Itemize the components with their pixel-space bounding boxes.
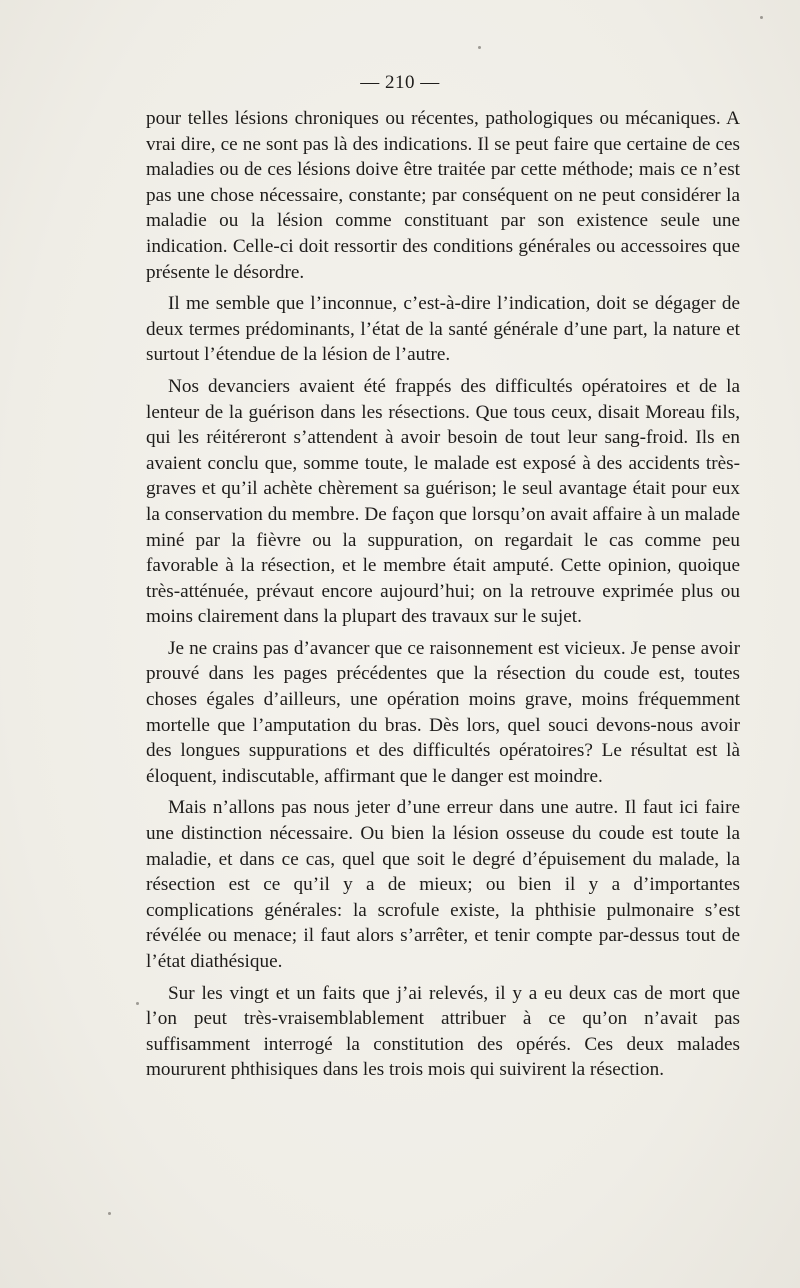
- page-number: — 210 —: [360, 72, 440, 93]
- paragraph-1: pour telles lésions chroniques ou récentes, pathologiques ou mécaniques. A vrai dire, ce ne sont pas là des indications. Il se peut faire que certaine de ces maladies ou de ces lésions doive être traitée par cette méthode; mais ce n’est pas une chose nécessaire, constante; par conséquent on ne peut considérer la maladie ou la lésion comme constituant par son existence seule une indication. Celle-ci doit ressortir des conditions générales ou accessoires que présente le désordre.: [146, 108, 740, 283]
- paragraph-3: Nos devanciers avaient été frappés des difficultés opératoires et de la lenteur de la guérison dans les résections. Que tous ceux, disait Moreau fils, qui les réitéreront s’attendent à avoir besoin de tout leur sang-froid. Ils en avaient conclu que, somme toute, le malade est exposé à des accidents très-graves et qu’il achète chèrement sa guérison; le seul avantage était pour eux la conservation du membre. De façon que lorsqu’on avait affaire à un malade miné par la fièvre ou la suppuration, on regardait le cas comme peu favorable à la résection, et le membre était amputé. Cette opinion, quoique très-atténuée, prévaut encore aujourd’hui; on la retrouve exprimée plus ou moins clairement dans la plupart des travaux sur le sujet.: [146, 375, 740, 628]
- paragraph-5: Mais n’allons pas nous jeter d’une erreur dans une autre. Il faut ici faire une distinction nécessaire. Ou bien la lésion osseuse du coude est toute la maladie, et dans ce cas, quel que soit le degré d’épuisement du malade, la résection est ce qu’il y a de mieux; ou bien il y a d’importantes complications générales: la scrofule existe, la phthisie pulmonaire s’est révélée ou menace; il faut alors s’arrêter, et tenir compte par-dessus tout de l’état diathésique.: [146, 797, 740, 972]
- body-text: [146, 106, 740, 1089]
- paragraph-2: Il me semble que l’inconnue, c’est-à-dire l’indication, doit se dégager de deux termes prédominants, l’état de la santé générale d’une part, la nature et surtout l’étendue de la lésion de l’autre.: [146, 293, 740, 366]
- ink-speck: [108, 1212, 111, 1215]
- paragraph-6: Sur les vingt et un faits que j’ai relevés, il y a eu deux cas de mort que l’on peut très-vraisemblablement attribuer à ce qu’on n’avait pas suffisamment interrogé la constitution des opérés. Ces deux malades moururent phthisiques dans les trois mois qui suivirent la résection.: [146, 982, 740, 1081]
- ink-speck: [478, 46, 481, 49]
- ink-speck: [136, 1002, 139, 1005]
- paragraph-4: Je ne crains pas d’avancer que ce raisonnement est vicieux. Je pense avoir prouvé dans les pages précédentes que la résection du coude est, toutes choses égales d’ailleurs, une opération moins grave, moins fréquemment mortelle que l’amputation du bras. Dès lors, quel souci devons-nous avoir des longues suppurations et des difficultés opératoires? Le résultat est là éloquent, indiscutable, affirmant que le danger est moindre.: [146, 637, 740, 787]
- ink-speck: [760, 16, 763, 19]
